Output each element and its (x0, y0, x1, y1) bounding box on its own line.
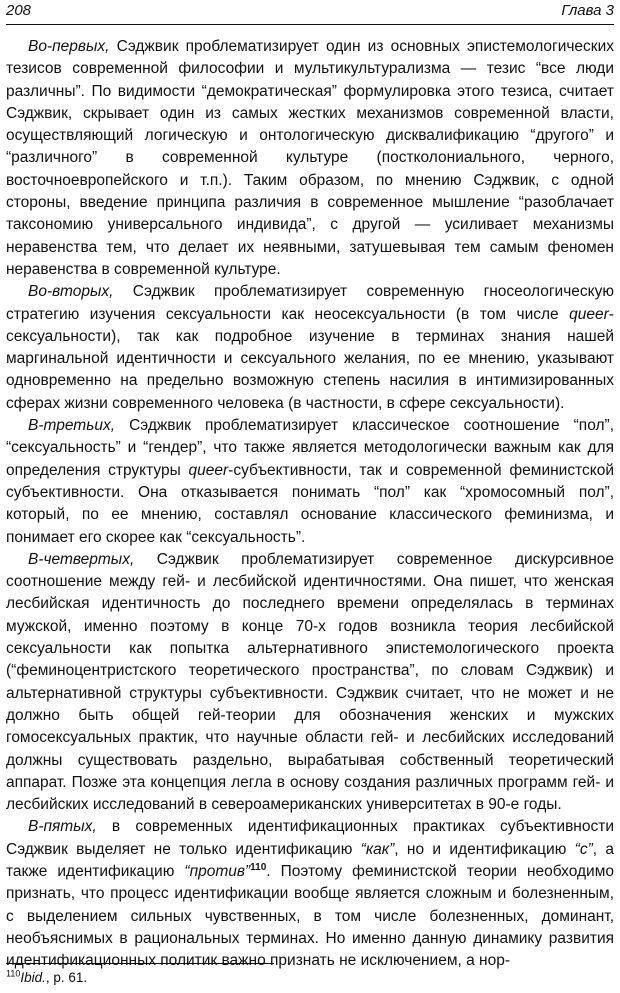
running-head: Глава 3 (561, 2, 614, 19)
paragraph-second (6, 281, 614, 415)
paragraph-text: -сексуальности), так как подробное изучение в терминах знания нашей маргинальной идентичности и сексуального желания, по ее мнению, указывают одновременно на предельно возможную степень насилия в интимизированных сферах жизни современного человека (в частности, в сфере сексуальности). (6, 305, 614, 412)
paragraph-text: -субъективности, так и современной феминистской субъективности. Она отказывается понимать “пол” как “хромосомный пол”, который, по ее мнению, составлял основание классического феминизма, и понимает его скорее как “сексуальность”. (6, 461, 614, 546)
italic-term: “против” (184, 862, 251, 880)
paragraph-text: , но и идентификацию (394, 840, 575, 858)
paragraph-text: в современных идентификационных практиках субъективности Сэджвик выделяет не только идентификацию (6, 818, 614, 858)
page-number: 208 (6, 2, 32, 19)
paragraph-lead: В-третьих, (28, 417, 116, 435)
body-text (6, 36, 614, 972)
paragraph-fourth (6, 549, 614, 817)
italic-term: “как” (360, 840, 395, 858)
italic-term: “с” (574, 840, 593, 858)
footnote (6, 969, 87, 987)
italic-term: queer (569, 305, 609, 323)
paragraph-fifth (6, 816, 614, 972)
paragraph-lead: В-пятых, (28, 818, 97, 836)
paragraph-lead: Во-вторых, (28, 283, 114, 301)
paragraph-lead: В-четвертых, (28, 550, 135, 568)
paragraph-text: Сэджвик проблематизирует современное дискурсивное соотношение между гей- и лесбийской идентичностями. Она пишет, что женская лесбийская идентичность до последнего времени определялась в терминах мужской, именно поэтому в конце 70-х годов возникла теория лесбийской сексуальности как попытка альтернативного эпистемологического проекта (“феминоцентристского теоретического пространства”, по словам Сэджвик) и альтернативной структуры субъективности. Сэджвик считает, что не может и не должно быть общей гей-теории для обозначения женских и мужских гомосексуальных практик, что научные области гей- и лесбийских исследований должны существовать раздельно, вырабатывая собственный теоретический аппарат. Позже эта концепция легла в основу создания различных программ гей- и лесбийских исследований в североамериканских университетах в 90-е годы. (6, 550, 614, 814)
paragraph-lead: Во-первых, (28, 38, 110, 55)
footnote-reference[interactable]: 110 (250, 861, 267, 873)
footnote-page: , p. 61. (45, 970, 88, 985)
header-rule (6, 24, 614, 25)
paragraph-text: Сэджвик проблематизирует современную гносеологическую стратегию изучения сексуальности как неосексуальности (в том числе (6, 283, 614, 323)
paragraph-text: Сэджвик проблематизирует классическое соотношение “пол”, “сексуальность” и “гендер”, что также является методологически важным как для определения структуры (6, 417, 614, 479)
paragraph-first (6, 36, 614, 281)
footnote-number: 110 (6, 968, 21, 979)
footnote-rule (6, 963, 274, 964)
footnote-source: Ibid. (20, 970, 46, 985)
italic-term: queer (188, 461, 229, 479)
paragraph-text: . Поэтому феминистской теории необходимо признать, что процесс идентификации вообще является сложным и болезненным, с выделением сильных чувственных, в том числе болезненных, доминант, необъяснимых в рациональных терминах. Но именно данную динамику развития идентификационных политик важно признать не исключением, а нор- (6, 862, 614, 970)
paragraph-text: , а также идентификацию (6, 840, 615, 880)
paragraph-third (6, 415, 614, 549)
paragraph-text: Сэджвик проблематизирует один из основных эпистемологических тезисов современной философии и мультикультурализма — тезис “все люди различны”. По видимости “демократическая” формулировка этого тезиса, считает Сэджвик, скрывает один из самых жестких механизмов современной власти, осуществляющий логическую и онтологическую дисквалификацию “другого” и “различного” в современной культуре (постколониального, черного, восточноевропейского и т.п.). Таким образом, по мнению Сэджвик, с одной стороны, введение принципа различия в современное мышление “разоблачает таксономию универсального индивида”, с другой — усиливает механизмы неравенства тем, что делает их неявными, затушевывая тем самым феномен неравенства в современной культуре. (6, 38, 614, 278)
page-header (6, 2, 614, 22)
